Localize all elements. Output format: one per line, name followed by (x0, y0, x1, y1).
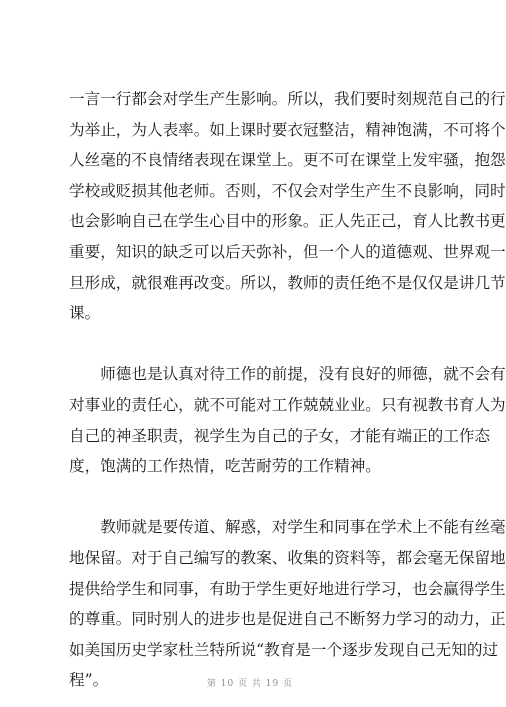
text-line: 为举止，为人表率。如上课时要衣冠整洁，精神饱满，不可将个 (69, 120, 506, 139)
text-line: 对事业的责任心，就不可能对工作兢兢业业。只有视教书育人为 (69, 395, 506, 414)
text-line: 如美国历史学家杜兰特所说“教育是一个逐步发现自己无知的过 (69, 640, 499, 659)
paragraph-spacer (69, 329, 431, 360)
text-line: 师德也是认真对待工作的前提，没有良好的师德，就不会有 (69, 365, 506, 384)
text-line: 度，饱满的工作热情，吃苦耐劳的工作精神。 (69, 457, 381, 476)
text-line: 也会影响自己在学生心目中的形象。正人先正己，育人比教书更 (69, 212, 506, 231)
paragraph-spacer (69, 482, 431, 513)
text-line: 地保留。对于自己编写的教案、收集的资料等，都会毫无保留地 (69, 548, 506, 567)
paragraph (69, 359, 506, 481)
text-line: 旦形成，就很难再改变。所以，教师的责任绝不是仅仅是讲几节 (69, 273, 506, 292)
text-line: 人丝毫的不良情绪表现在课堂上。更不可在课堂上发牢骚，抱怨 (69, 151, 506, 170)
page-number-footer: 第 10 页 共 19 页 (206, 679, 294, 689)
text-line: 重要，知识的缺乏可以后天弥补，但一个人的道德观、世界观一 (69, 242, 506, 261)
paragraph (69, 84, 506, 329)
text-line: 提供给学生和同事，有助于学生更好地进行学习，也会赢得学生 (69, 579, 506, 598)
text-line: 教师就是要传道、解惑，对学生和同事在学术上不能有丝毫 (69, 518, 506, 537)
text-line: 学校或贬损其他老师。否则，不仅会对学生产生不良影响，同时 (69, 181, 506, 200)
text-line: 自己的神圣职责，视学生为自己的子女，才能有端正的工作态 (69, 426, 491, 445)
text-line: 程”。 (69, 671, 109, 690)
text-line: 一言一行都会对学生产生影响。所以，我们要时刻规范自己的行 (69, 90, 506, 108)
document-body (69, 84, 506, 696)
text-line: 的尊重。同时别人的进步也是促进自己不断努力学习的动力，正 (69, 610, 506, 629)
paragraph (69, 512, 506, 696)
text-line: 课。 (69, 304, 101, 323)
